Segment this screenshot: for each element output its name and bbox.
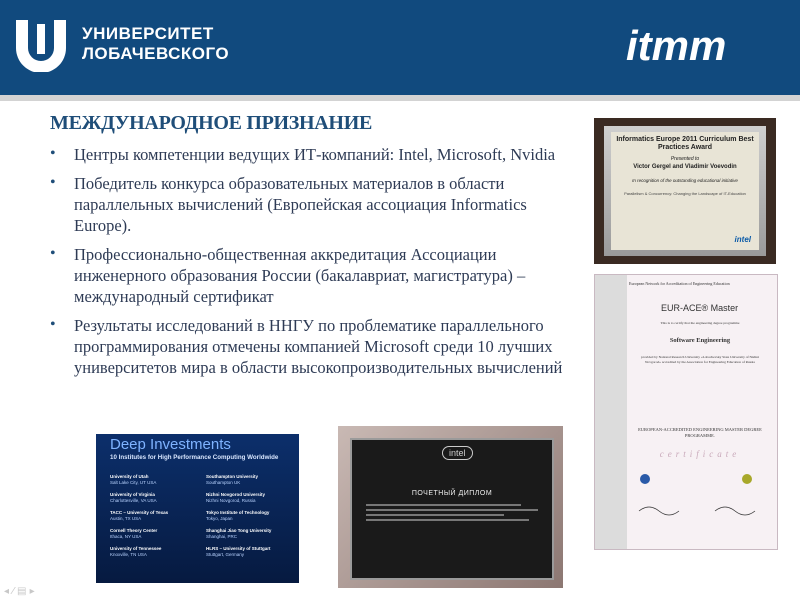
bullet-item xyxy=(48,173,588,236)
diploma-line xyxy=(366,519,529,521)
certificate-signatures-icon xyxy=(635,471,765,531)
diploma-body-lines xyxy=(366,504,538,528)
diploma-intel-logo: intel xyxy=(442,446,473,460)
deep-institute: Cornell Theory Center xyxy=(110,528,158,533)
certificate-photo xyxy=(594,274,778,550)
deep-location: Charlottesville, VA USA xyxy=(110,498,157,503)
award-project: Parallelism & Concurrency: Changing the Landscape of IT-Education xyxy=(624,191,746,196)
deep-right-column xyxy=(206,474,271,558)
deep-location: Ithaca, NY USA xyxy=(110,534,142,539)
deep-left-column xyxy=(110,474,168,558)
university-name xyxy=(82,24,229,64)
certificate-label: EUROPEAN-ACCREDITED ENGINEERING MASTER DEGREE PROGRAMME. xyxy=(638,427,762,438)
header-bar xyxy=(0,0,800,95)
award-plate xyxy=(604,126,766,256)
deep-institute: Nizhni Novgorod University xyxy=(206,492,266,497)
bullet-text: Центры компетенции ведущих ИТ-компаний: Intel, Microsoft, Nvidia xyxy=(74,145,556,164)
diploma-photo xyxy=(338,426,563,588)
bullet-icon: • xyxy=(50,145,56,162)
bullet-text: Результаты исследований в ННГУ по проблематике параллельного программирования отмечены компанией Microsoft среди 10 лучших университетов мира в области высокопроизводительных вычислений xyxy=(74,316,563,377)
deep-location: Stuttgart, Germany xyxy=(206,552,245,557)
bullet-item xyxy=(48,244,588,307)
deep-subtitle: 10 Institutes for High Performance Computing Worldwide xyxy=(110,454,279,461)
university-name-line1: УНИВЕРСИТЕТ xyxy=(82,24,214,43)
deep-institute: University of Tennessee xyxy=(110,546,162,551)
deep-location: Nizhni Novgorod, Russia xyxy=(206,498,256,503)
diploma-title: ПОЧЕТНЫЙ ДИПЛОМ xyxy=(411,490,493,497)
certificate-provided: provided by National Research University «Lobachevsky State University of Nizhni Novgorod» accredited by the Association for Engineering Education of Russia xyxy=(640,355,760,364)
deep-location: Tokyo, Japan xyxy=(206,516,233,521)
award-intel-logo: intel xyxy=(734,235,751,244)
bullet-icon: • xyxy=(50,245,56,262)
bullet-icon: • xyxy=(50,316,56,333)
bullet-icon: • xyxy=(50,174,56,191)
certificate-header: European Network for Accreditation of Engineering Education xyxy=(629,281,730,286)
deep-location: Knoxville, TN USA xyxy=(110,552,147,557)
page-title: МЕЖДУНАРОДНОЕ ПРИЗНАНИЕ xyxy=(50,112,372,134)
bullet-list xyxy=(48,144,588,386)
deep-institute: Shanghai Jiao Tong University xyxy=(206,528,272,533)
deep-location: Austin, TX USA xyxy=(110,516,142,521)
bullet-text: Профессионально-общественная аккредитация Ассоциации инженерного образования России (бакалавриат, магистратура) – международный сертификат xyxy=(74,245,526,306)
deep-institute: University of Virginia xyxy=(110,492,155,497)
deep-investments-photo xyxy=(96,434,299,583)
deep-institute: TACC – University of Texas xyxy=(110,510,169,515)
certificate-word: certificate xyxy=(659,449,741,459)
deep-institute: HLRS – University of Stuttgart xyxy=(206,546,271,551)
deep-institute: Southampton University xyxy=(206,474,259,479)
deep-location: Salt Lake City, UT USA xyxy=(110,480,157,485)
award-recognition: In recognition of the outstanding educational initiative xyxy=(632,178,738,183)
award-presented: Presented to xyxy=(670,156,700,162)
award-inner xyxy=(611,132,759,250)
diploma-line xyxy=(366,514,504,516)
deep-title: Deep Investments xyxy=(110,436,231,453)
award-title: Informatics Europe 2011 Curriculum Best Practices Award xyxy=(616,136,754,151)
deep-location: Shanghai, PRC xyxy=(206,534,238,539)
award-photo xyxy=(594,118,776,264)
bullet-item xyxy=(48,315,588,378)
deep-institute: University of Utah xyxy=(110,474,149,479)
certificate-side-band xyxy=(595,275,627,549)
award-names: Victor Gergel and Vladimir Voevodin xyxy=(633,164,737,170)
university-name-line2: ЛОБАЧЕВСКОГО xyxy=(82,44,230,63)
deep-location: Southampton UK xyxy=(206,480,241,485)
header-divider xyxy=(0,95,800,101)
diploma-line xyxy=(366,509,538,511)
certificate-programme: Software Engineering xyxy=(669,337,731,344)
slide-nav-icons[interactable]: ◂ ⁄ ▤ ▸ xyxy=(4,586,35,597)
deep-institute: Tokyo Institute of Technology xyxy=(206,510,270,515)
bullet-text: Победитель конкурса образовательных материалов в области параллельных вычислений (Европейская ассоциация Informatics Europe). xyxy=(74,174,527,235)
diploma-frame xyxy=(350,438,554,580)
certificate-intro: This is to certify that the engineering degree programme xyxy=(660,321,740,325)
itmm-logo xyxy=(626,26,778,66)
svg-text:itmm: itmm xyxy=(626,26,727,66)
certificate-eurace: EUR-ACE® Master xyxy=(661,303,739,313)
diploma-line xyxy=(366,504,521,506)
university-logo-icon xyxy=(12,14,70,72)
bullet-item xyxy=(48,144,588,165)
